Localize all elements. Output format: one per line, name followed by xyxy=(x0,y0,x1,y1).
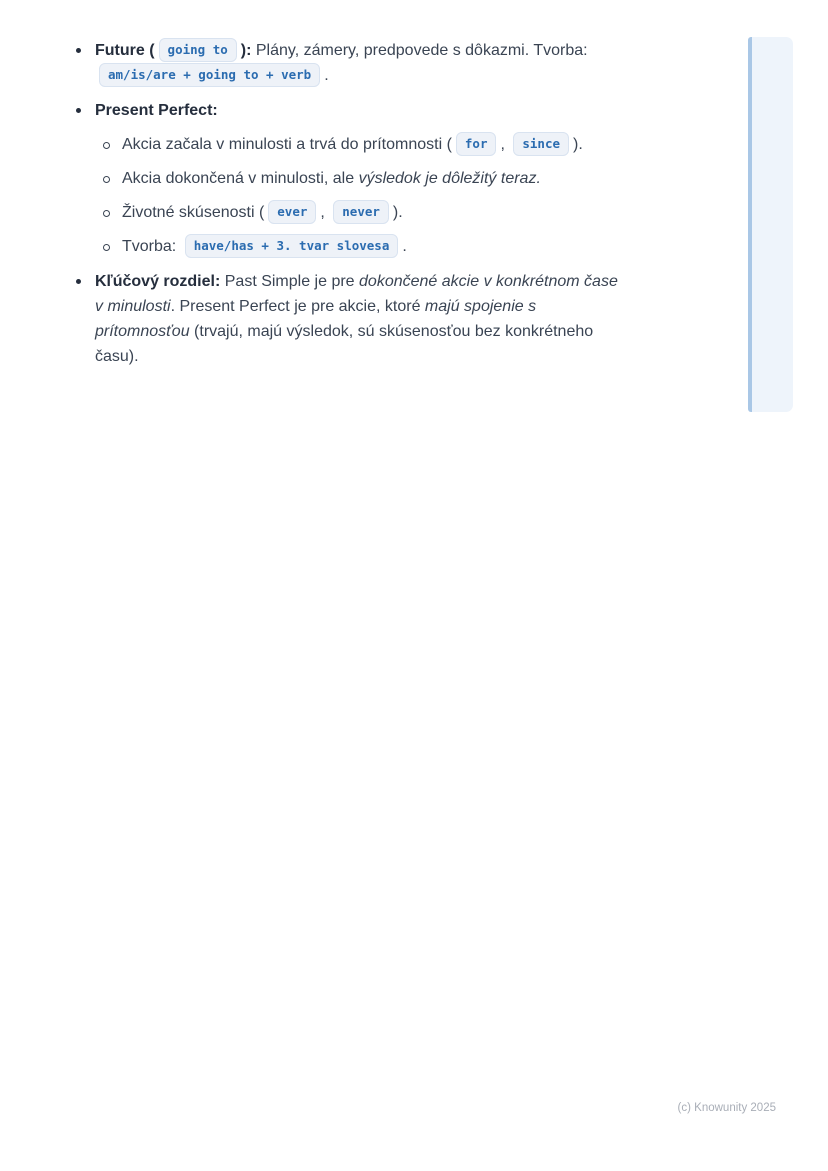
text-segment: prítomnosťou xyxy=(95,323,190,340)
sub-list xyxy=(103,132,583,259)
bullet-circle-icon xyxy=(103,244,110,251)
bullet-circle-icon xyxy=(103,210,110,217)
text-segment: Akcia začala v minulosti a trvá do prítomnosti ( xyxy=(122,136,452,153)
code-chip: never xyxy=(333,200,389,224)
text-segment: Present Perfect: xyxy=(95,102,218,119)
text-segment: ): xyxy=(240,42,252,59)
list-item-text xyxy=(95,38,588,88)
bullet-circle-icon xyxy=(103,176,110,183)
bullet-marker xyxy=(103,234,122,251)
text-segment: ). xyxy=(573,136,583,153)
footer-copyright: (c) Knowunity 2025 xyxy=(677,1102,776,1114)
sub-list-item xyxy=(103,166,583,191)
text-segment: Future ( xyxy=(95,42,155,59)
bullet-marker xyxy=(103,132,122,149)
text-segment: (trvajú, majú výsledok, sú skúsenosťou bez konkrétneho xyxy=(189,323,594,340)
highlight-panel xyxy=(748,37,793,412)
text-segment: Past Simple je pre xyxy=(220,273,360,290)
list-item xyxy=(76,38,706,88)
text-segment: majú spojenie s xyxy=(424,298,537,315)
code-chip: am/is/are + going to + verb xyxy=(99,63,320,87)
text-segment: , xyxy=(320,204,330,221)
bullet-marker xyxy=(76,38,95,53)
code-chip: ever xyxy=(268,200,316,224)
notes-content xyxy=(76,38,706,379)
sub-list-item-text xyxy=(122,234,407,259)
text-segment: , xyxy=(500,136,510,153)
text-segment: Kľúčový rozdiel: xyxy=(95,273,221,290)
text-segment: Životné skúsenosti ( xyxy=(122,204,265,221)
text-segment: ). xyxy=(392,204,403,221)
text-segment: dokončené akcie v konkrétnom čase xyxy=(359,273,618,290)
text-segment: času). xyxy=(95,348,139,365)
list-item-text xyxy=(95,98,583,259)
bullet-dot-icon xyxy=(76,108,81,113)
text-segment: v minulosti xyxy=(95,298,171,315)
list-item xyxy=(76,98,706,259)
code-chip: for xyxy=(456,132,497,156)
text-segment: Plány, zámery, predpovede s dôkazmi. Tvorba: xyxy=(251,42,588,59)
sub-list-item-text xyxy=(122,132,583,157)
text-segment: Akcia dokončená v minulosti, ale xyxy=(122,170,359,187)
text-segment: . xyxy=(402,238,407,255)
sub-list-item xyxy=(103,200,583,225)
sub-list-item xyxy=(103,234,583,259)
text-segment: . Present Perfect je pre akcie, ktoré xyxy=(170,298,425,315)
bullet-marker xyxy=(76,98,95,113)
bullet-dot-icon xyxy=(76,48,81,53)
list-item-text xyxy=(95,269,618,369)
bullet-marker xyxy=(103,200,122,217)
code-chip: have/has + 3. tvar slovesa xyxy=(185,234,399,258)
sub-list-item xyxy=(103,132,583,157)
text-segment: Tvorba: xyxy=(122,238,181,255)
bullet-marker xyxy=(103,166,122,183)
bullet-circle-icon xyxy=(103,142,110,149)
sub-list-item-text xyxy=(122,166,541,191)
list-item-title xyxy=(95,98,583,123)
list-item xyxy=(76,269,706,369)
code-chip: since xyxy=(513,132,569,156)
bullet-dot-icon xyxy=(76,279,81,284)
bullet-marker xyxy=(76,269,95,284)
code-chip: going to xyxy=(159,38,237,62)
sub-list-item-text xyxy=(122,200,403,225)
text-segment: výsledok je dôležitý teraz. xyxy=(358,170,541,187)
text-segment: . xyxy=(324,67,329,84)
